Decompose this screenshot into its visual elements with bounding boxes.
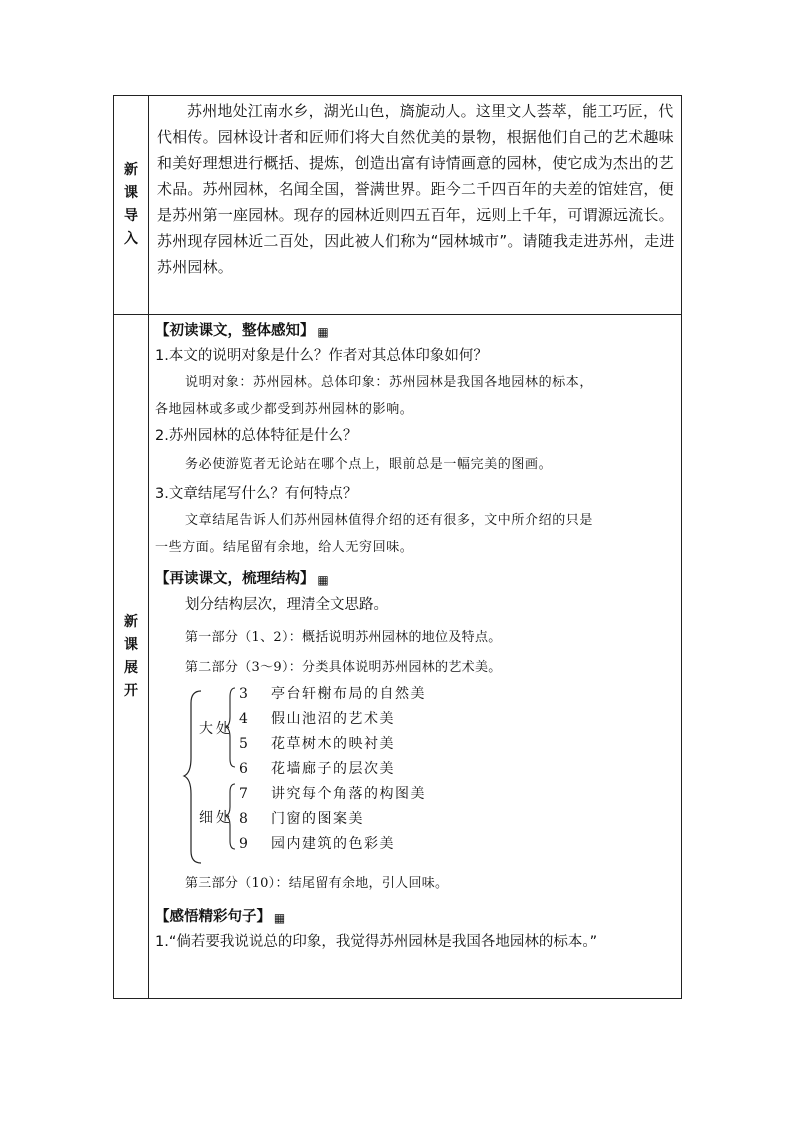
structure-item	[239, 808, 364, 828]
expand-label-char: 展	[124, 659, 138, 676]
structure-part: 第三部分（10）：结尾留有余地，引人回味。	[185, 876, 449, 891]
structure-item	[239, 683, 426, 703]
structure-intro: 划分结构层次，理清全文思路。	[185, 597, 388, 613]
intro-row	[114, 96, 682, 315]
intro-label-char: 入	[124, 231, 138, 247]
expand-row	[114, 315, 682, 999]
section-heading-text: 【再读课文，梳理结构】	[155, 571, 315, 587]
answer: 一些方面。结尾留有余地，给人无穷回味。	[155, 540, 414, 555]
lesson-table	[113, 95, 682, 999]
heading-marker-icon: ▦	[317, 325, 329, 339]
question: 2.苏州园林的总体特征是什么？	[155, 428, 358, 444]
structure-part: 第二部分（3～9）：分类具体说明苏州园林的艺术美。	[185, 660, 502, 675]
section-heading	[155, 905, 677, 929]
structure-item-number: 6	[239, 761, 250, 777]
heading-marker-icon: ▦	[273, 911, 286, 925]
section-heading-text: 【初读课文，整体感知】	[155, 323, 315, 339]
answer: 务必使游览者无论站在哪个点上，眼前总是一幅完美的图画。	[185, 457, 553, 472]
section-heading-text: 【感悟精彩句子】	[155, 909, 271, 925]
answer: 各地园林或多或少都受到苏州园林的影响。	[155, 402, 414, 417]
structure-item-text: 花草树木的映衬美	[271, 736, 395, 752]
structure-item	[239, 833, 395, 853]
structure-item-number: 9	[239, 836, 250, 852]
expand-content-cell	[149, 315, 682, 999]
group-label: 大处	[199, 721, 233, 737]
quoted-sentence: 1.“倘若要我说说总的印象，我觉得苏州园林是我国各地园林的标本。”	[155, 934, 598, 950]
intro-content-cell	[149, 96, 682, 315]
structure-item-number: 7	[239, 786, 250, 802]
question: 1.本文的说明对象是什么？作者对其总体印象如何？	[155, 348, 488, 364]
structure-item-text: 假山池沼的艺术美	[271, 711, 395, 727]
section-heading	[155, 567, 677, 591]
section-heading	[155, 319, 677, 343]
structure-item-number: 5	[239, 736, 250, 752]
structure-part: 第一部分（1、2）：概括说明苏州园林的地位及特点。	[185, 630, 502, 645]
expand-label-char: 课	[124, 636, 138, 653]
structure-item-text: 讲究每个角落的构图美	[271, 786, 426, 802]
answer: 说明对象：苏州园林。总体印象：苏州园林是我国各地园林的标本，	[185, 375, 594, 390]
structure-item	[239, 733, 395, 753]
expand-label-char: 新	[124, 613, 138, 630]
expand-content	[149, 315, 681, 998]
structure-item-number: 3	[239, 686, 250, 702]
question: 3.文章结尾写什么？有何特点？	[155, 486, 358, 502]
intro-label-char: 导	[124, 208, 138, 224]
structure-item-text: 门窗的图案美	[271, 811, 364, 827]
group-label: 细处	[199, 810, 233, 826]
structure-item-number: 4	[239, 711, 250, 727]
intro-paragraph: 苏州地处江南水乡，湖光山色，旖旎动人。这里文人荟萃，能工巧匠，代代相传。园林设计者和匠师们将大自然优美的景物，根据他们自己的艺术趣味和美好理想进行概括、提炼，创造出富有诗情画意的园林，使它成为杰出的艺术品。苏州园林，名闻全国，誉满世界。距今二千四百年的夫差的馆娃宫，便是苏州第一座园林。现存的园林近则四五百年，远则上千年，可谓源远流长。苏州现存园林近二百处，因此被人们称为“园林城市”。请随我走进苏州，走进苏州园林。	[157, 102, 675, 276]
structure-diagram	[155, 683, 677, 869]
intro-label-char: 新	[124, 162, 138, 178]
brace-icon	[181, 683, 241, 869]
expand-label-char: 开	[124, 682, 138, 699]
answer: 文章结尾告诉人们苏州园林值得介绍的还有很多，文中所介绍的只是	[185, 513, 594, 528]
structure-item-text: 亭台轩榭布局的自然美	[271, 686, 426, 702]
structure-item-number: 8	[239, 811, 250, 827]
structure-item	[239, 758, 395, 778]
structure-item	[239, 783, 426, 803]
intro-label-char: 课	[124, 185, 138, 201]
structure-item	[239, 708, 395, 728]
intro-label-cell	[114, 96, 149, 315]
heading-marker-icon: ▦	[317, 573, 329, 587]
expand-label-cell	[114, 315, 149, 999]
structure-item-text: 花墙廊子的层次美	[271, 761, 395, 777]
structure-item-text: 园内建筑的色彩美	[271, 836, 395, 852]
